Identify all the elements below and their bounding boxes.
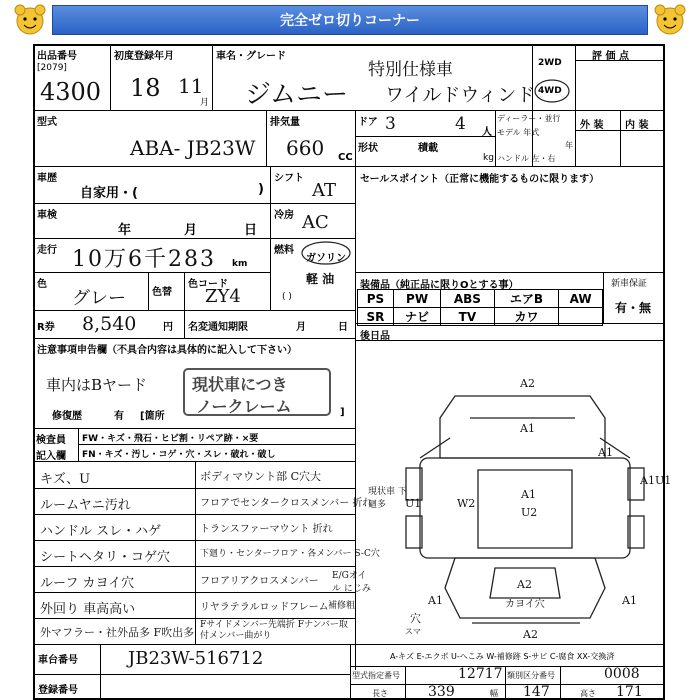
remark-7: 外マフラー・社外品多 F吹出多 [40, 626, 195, 639]
repair-close: ] [340, 407, 345, 418]
remark-right-1: ボディマウント部 C穴大 [200, 470, 322, 483]
lot-sub: [2079] [37, 63, 67, 73]
damage-mark: 穴 [410, 612, 421, 625]
dealer-label: ディーラー・並行 [497, 114, 561, 123]
equip-aw: AW [559, 290, 603, 308]
shift-value: AT [312, 180, 337, 201]
month-unit: 月 [200, 98, 210, 108]
remark-right-2: フロアでセンタークロスメンバー 折れ [200, 498, 373, 509]
lot-label: 出品番号 [37, 51, 77, 62]
color-code-label: 色コード [188, 279, 228, 290]
chassis-label: 車台番号 [38, 655, 78, 666]
model-year-label: モデル 年式 [497, 128, 540, 137]
designation-label: 型式指定番号 [352, 671, 400, 680]
new-car-warranty-value: 有・無 [615, 301, 652, 315]
equip-sr: SR [358, 308, 394, 326]
seats-value: 4 [455, 114, 466, 134]
length-value: 339 [428, 684, 455, 700]
drive-2wd: 2WD [538, 58, 562, 68]
ac-label: 冷房 [274, 210, 294, 221]
inspector-entry-label: 記入欄 [36, 451, 66, 462]
equipment-label: 装備品（純正品に限りOとする事） [360, 280, 519, 291]
notes-label: 注意事項申告欄（不具合内容は具体的に記入して下さい） [37, 345, 297, 356]
model-label: 型式 [37, 117, 57, 128]
equip-airbag: エアB [494, 290, 559, 308]
cc-unit: CC [338, 152, 353, 163]
repair-value: 有 [114, 411, 124, 422]
shift-label: シフト [274, 173, 304, 184]
fuel-paren: ( ) [282, 292, 292, 302]
new-car-warranty-label: 新車保証 [611, 279, 648, 289]
notes-text: 車内はBヤード [46, 376, 148, 394]
first-reg-year: 18 [130, 74, 161, 102]
inspection-label: 車検 [37, 210, 57, 221]
fuel-label: 燃料 [274, 245, 294, 256]
equip-leather: カワ [494, 308, 559, 326]
remark-6: 外回り 車高高い [40, 602, 136, 617]
recycle-label: R券 [37, 322, 55, 333]
first-reg-label: 初度登録年月 [114, 51, 174, 62]
remark-3: ハンドル スレ・ハゲ [40, 524, 162, 539]
aftermarket-label: 後日品 [360, 331, 390, 342]
drive-4wd-circle [532, 78, 572, 104]
displacement-value: 660 [286, 136, 325, 160]
remark-right-5: フロアリアクロスメンバー [200, 576, 319, 587]
recycle-value: 8,540 [82, 313, 137, 335]
kg-unit: kg [483, 153, 494, 163]
registration-label: 登録番号 [38, 685, 78, 696]
inspection-day: 日 [244, 223, 258, 238]
designation-value: 12717 [458, 666, 503, 682]
grade-line2: ワイルドウィンド [385, 84, 536, 106]
damage-mark: A2 [517, 578, 532, 591]
mileage-label: 走行 [37, 245, 57, 256]
remark-right-3: トランスファーマウント 折れ [200, 524, 333, 535]
fuel-diesel: 軽 油 [306, 272, 335, 286]
score-label: 評 価 点 [592, 51, 629, 62]
damage-mark: A1 [520, 422, 535, 435]
damage-mark: カヨイ穴 [505, 599, 545, 610]
equip-ps: PS [358, 290, 394, 308]
displacement-label: 排気量 [270, 117, 300, 128]
equipment-grid [357, 289, 603, 326]
interior-label: 内 装 [625, 120, 649, 131]
damage-mark: A1 [521, 488, 536, 501]
fuel-gas: ガソリン [306, 253, 346, 264]
color-value: グレー [72, 288, 126, 309]
history-value: 自家用・( [80, 186, 138, 201]
category-label: 類別区分番号 [507, 671, 555, 680]
banner-title: 完全ゼロ切りコーナー [280, 13, 420, 29]
history-close: ) [258, 182, 264, 197]
remark-5: ルーフ カヨイ穴 [40, 576, 135, 591]
remark-right-4: 下廻り・センターフロア・各メンバー S-C穴 [200, 549, 380, 559]
damage-mark: A2 [523, 628, 538, 641]
repair-label: 修復歴 [52, 411, 82, 422]
side-note-2: E/Gオイル にじみ [332, 571, 371, 594]
damage-mark: A1U1 [640, 474, 672, 487]
side-note-1: 現状車 下廻多 [368, 487, 407, 510]
damage-mark: A1 [598, 446, 613, 459]
height-label: 高さ [580, 689, 596, 698]
damage-mark: W2 [457, 497, 476, 510]
shape-label: 形状 [358, 143, 378, 154]
width-label: 幅 [490, 689, 498, 698]
damage-legend: A-キズ E-エクボ U-へこみ W-補修跡 S-サビ C-腐食 XX-交換済 [390, 652, 615, 661]
yen-unit: 円 [163, 322, 173, 333]
grade-line1: 特別仕様車 [368, 60, 453, 80]
deadline-label: 名変通知期限 [188, 322, 248, 333]
name-label: 車名・グレード [216, 51, 286, 62]
history-label: 車歴 [37, 173, 57, 184]
tone-label: 色替 [152, 287, 172, 298]
km-unit: km [232, 259, 248, 269]
damage-mark: A1 [428, 594, 443, 607]
page-banner [52, 5, 648, 35]
first-reg-month: 11 [178, 74, 204, 98]
equip-navi: ナビ [393, 308, 440, 326]
inspector-legend-interior: FN・キズ・汚し・コゲ・穴・スレ・破れ・破し [82, 450, 276, 460]
color-label: 色 [37, 279, 47, 290]
remark-4: シートヘタリ・コゲ穴 [40, 550, 171, 565]
bear-mascot-icon [12, 3, 48, 37]
repair-location: [箇所 [140, 411, 165, 422]
damage-mark: U2 [521, 506, 538, 519]
length-label: 長さ [372, 689, 388, 698]
load-label: 積載 [418, 143, 438, 154]
height-value: 171 [616, 684, 643, 700]
damage-mark: スマ [405, 627, 421, 636]
remark-right-6: リヤラテラルロッドフレーム [200, 602, 329, 613]
inspection-month: 月 [184, 223, 198, 238]
deadline-day: 日 [338, 322, 348, 333]
damage-mark: U1 [405, 497, 422, 510]
inspector-label: 検査員 [36, 435, 66, 446]
equip-pw: PW [393, 290, 440, 308]
chassis-value: JB23W-516712 [128, 648, 264, 669]
model-value: ABA- JB23W [130, 136, 256, 160]
year-unit: 年 [565, 141, 573, 150]
category-value: 0008 [604, 666, 640, 682]
inspector-legend-exterior: FW・キズ・飛石・ヒビ割・リペア跡・×要 [82, 434, 259, 444]
deadline-month: 月 [296, 322, 306, 333]
doors-label: ドア [358, 117, 378, 128]
side-note-3: 補修粗 [328, 601, 356, 611]
lot-number: 4300 [40, 78, 102, 106]
width-value: 147 [523, 684, 550, 700]
exterior-label: 外 装 [580, 120, 604, 131]
inspection-year: 年 [118, 223, 132, 238]
drive-4wd: 4WD [538, 86, 562, 96]
fuel-gas-circle [300, 240, 352, 266]
remark-right-7: Fサイドメンバー先端折 Fナンバー取付メンバー曲がり [200, 620, 348, 641]
mileage-value: 10万6千283 [72, 247, 216, 272]
equip-tv: TV [441, 308, 494, 326]
stamp-line2: ノークレーム [196, 397, 292, 416]
doors-value: 3 [385, 114, 396, 134]
ac-value: AC [302, 212, 329, 233]
seats-unit: 人 [482, 127, 492, 138]
sales-points-label: セールスポイント（正常に機能するものに限ります） [360, 174, 600, 185]
bear-mascot-icon [652, 3, 688, 37]
handle-label: ハンドル 左・右 [497, 154, 556, 163]
color-code-value: ZY4 [205, 286, 241, 307]
name-value: ジムニー [245, 80, 348, 110]
remark-2: ルームヤニ汚れ [40, 498, 131, 513]
stamp-line1: 現状車につき [192, 375, 288, 394]
equip-abs: ABS [441, 290, 494, 308]
remark-1: キズ、U [40, 472, 91, 487]
damage-mark: A1 [622, 594, 637, 607]
damage-mark: A2 [520, 377, 535, 390]
